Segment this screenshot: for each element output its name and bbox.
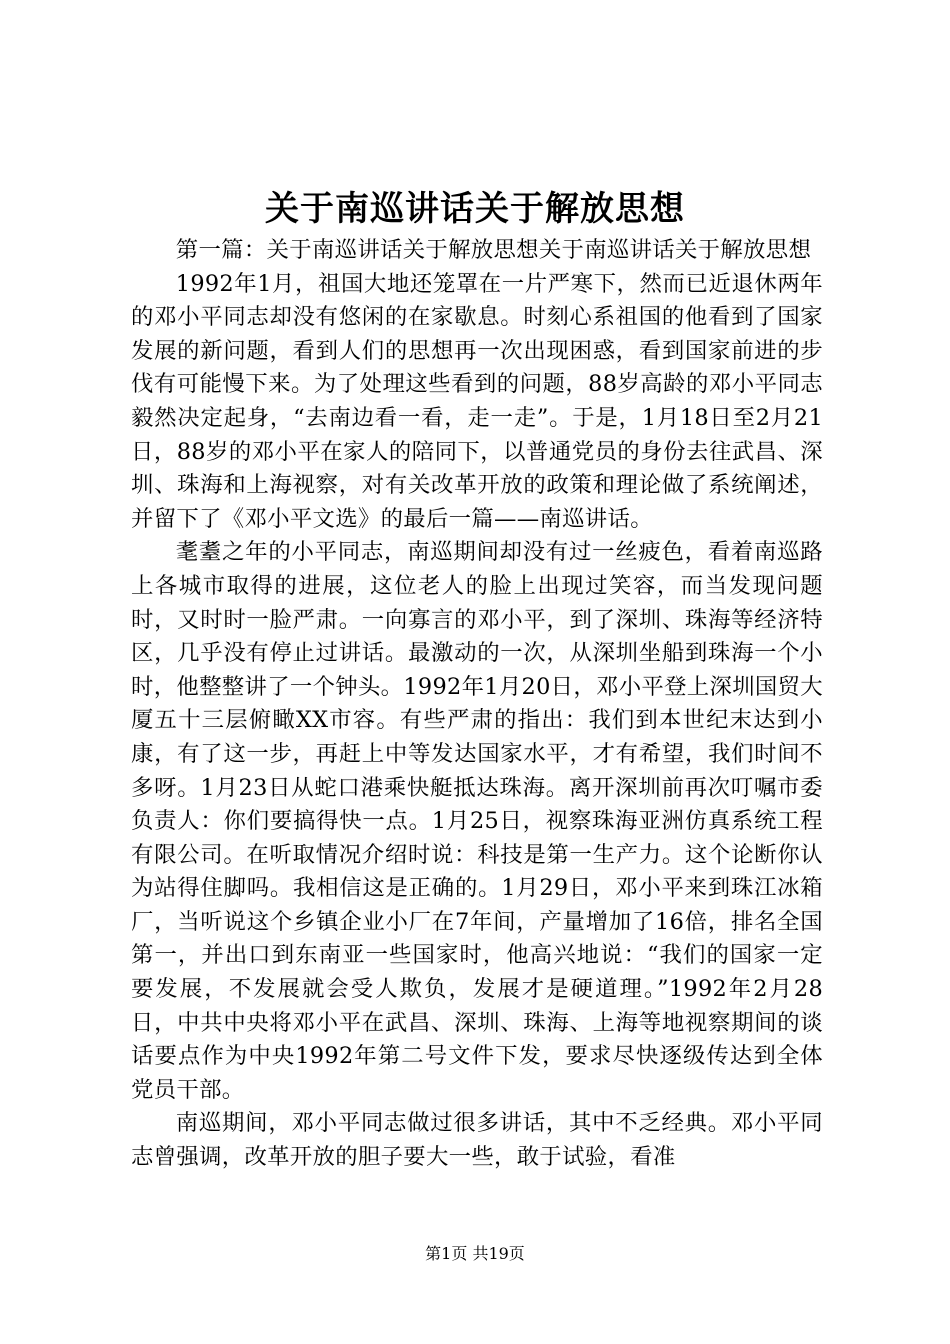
- paragraph: 南巡期间，邓小平同志做过很多讲话，其中不乏经典。邓小平同志曾强调，改革开放的胆子要大一些，敢于试验，看准: [131, 1110, 823, 1171]
- page-footer: [0, 1242, 950, 1266]
- paragraph: 耄耋之年的小平同志，南巡期间却没有过一丝疲色，看着南巡路上各城市取得的进展，这位老人的脸上出现过笑容，而当发现问题时，又时时一脸严肃。一向寡言的邓小平，到了深圳、珠海等经济特区，几乎没有停止过讲话。最激动的一次，从深圳坐船到珠海一个小时，他整整讲了一个钟头。1992年1月20日，邓小平登上深圳国贸大厦五十三层俯瞰XX市容。有些严肃的指出：我们到本世纪末达到小康，有了这一步，再赶上中等发达国家水平，才有希望，我们时间不多呀。1月23日从蛇口港乘快艇抵达珠海。离开深圳前再次叮嘱市委负责人：你们要搞得快一点。1月25日，视察珠海亚洲仿真系统工程有限公司。在听取情况介绍时说：科技是第一生产力。这个论断你认为站得住脚吗。我相信这是正确的。1月29日，邓小平来到珠江冰箱厂，当听说这个乡镇企业小厂在7年间，产量增加了16倍，排名全国第一，并出口到东南亚一些国家时，他高兴地说：“我们的国家一定要发展，不发展就会受人欺负，发展才是硬道理。”1992年2月28日，中共中央将邓小平在武昌、深圳、珠海、上海等地视察期间的谈话要点作为中央1992年第二号文件下发，要求尽快逐级传达到全体党员干部。: [131, 539, 823, 1103]
- document-body: [131, 234, 823, 1175]
- paragraph: 第一篇：关于南巡讲话关于解放思想关于南巡讲话关于解放思想: [175, 237, 812, 263]
- page-title: 关于南巡讲话关于解放思想: [265, 189, 685, 229]
- paragraph: 1992年1月，祖国大地还笼罩在一片严寒下，然而已近退休两年的邓小平同志却没有悠闲的在家歇息。时刻心系祖国的他看到了国家发展的新问题，看到人们的思想再一次出现困惑，看到国家前进的步伐有可能慢下来。为了处理这些看到的问题，88岁高龄的邓小平同志毅然决定起身，“去南边看一看，走一走”。于是，1月18日至2月21日，88岁的邓小平在家人的陪同下，以普通党员的身份去往武昌、深圳、珠海和上海视察，对有关改革开放的政策和理论做了系统阐述，并留下了《邓小平文选》的最后一篇——南巡讲话。: [131, 270, 823, 532]
- page-number-label: 第1页 共19页: [425, 1244, 525, 1263]
